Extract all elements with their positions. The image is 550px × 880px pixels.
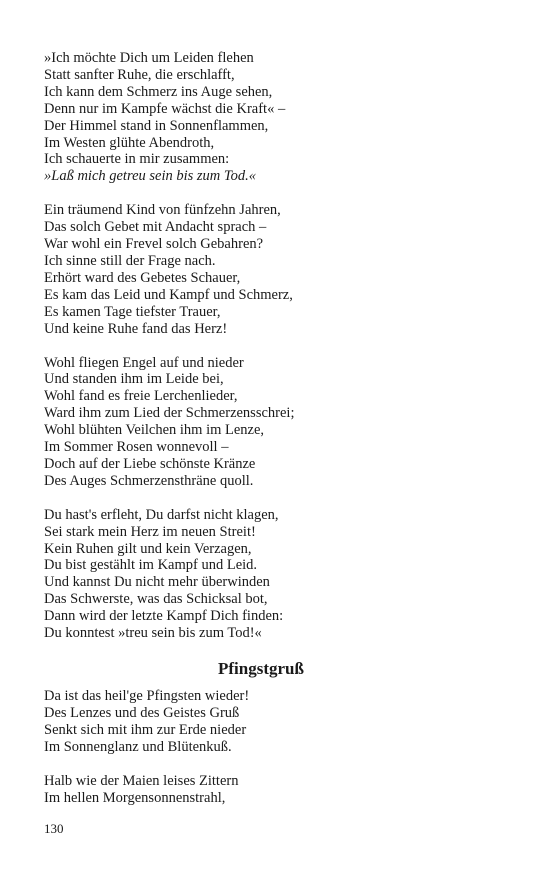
verse-line: Du hast's erfleht, Du darfst nicht klagen, <box>44 506 279 523</box>
verse-line: Du konntest »treu sein bis zum Tod!« <box>44 625 262 642</box>
poem-title: Pfingstgruß <box>218 659 304 678</box>
stanza-4 <box>44 507 514 642</box>
verse-line: Ich sinne still der Frage nach. <box>44 252 216 269</box>
verse-line: Das solch Gebet mit Andacht sprach – <box>44 219 267 236</box>
verse-line: Kein Ruhen gilt und kein Verzagen, <box>44 540 252 557</box>
verse-line: Es kamen Tage tiefster Trauer, <box>44 303 221 320</box>
stanza-6 <box>44 773 514 807</box>
verse-line: Sei stark mein Herz im neuen Streit! <box>44 523 256 540</box>
verse-line: Doch auf der Liebe schönste Kränze <box>44 455 256 472</box>
verse-line-italic: »Laß mich getreu sein bis zum Tod.« <box>44 168 257 185</box>
verse-line: Ward ihm zum Lied der Schmerzensschrei; <box>44 405 295 422</box>
stanza-5 <box>44 688 514 756</box>
stanza-1 <box>44 50 514 185</box>
verse-line: Wohl fand es freie Lerchenlieder, <box>44 388 238 405</box>
verse-line: Wohl blühten Veilchen ihm im Lenze, <box>44 422 265 439</box>
verse-line: Im Sommer Rosen wonnevoll – <box>44 439 229 456</box>
verse-line: Ein träumend Kind von fünfzehn Jahren, <box>44 202 281 219</box>
verse-line: Im hellen Morgensonnenstrahl, <box>44 789 226 806</box>
verse-line: Senkt sich mit ihm zur Erde nieder <box>44 721 247 738</box>
verse-line: Denn nur im Kampfe wächst die Kraft« – <box>44 100 286 117</box>
verse-line: Und standen ihm im Leide bei, <box>44 371 224 388</box>
verse-line: Im Sonnenglanz und Blütenkuß. <box>44 738 232 755</box>
verse-line: Und keine Ruhe fand das Herz! <box>44 320 228 337</box>
verse-line: War wohl ein Frevel solch Gebahren? <box>44 236 264 253</box>
verse-line: Des Auges Schmerzensthräne quoll. <box>44 472 254 489</box>
verse-line: »Ich möchte Dich um Leiden flehen <box>44 50 254 66</box>
verse-line: Halb wie der Maien leises Zittern <box>44 772 239 789</box>
verse-line: Ich schauerte in mir zusammen: <box>44 151 230 168</box>
verse-line: Dann wird der letzte Kampf Dich finden: <box>44 608 284 625</box>
verse-line: Und kannst Du nicht mehr überwinden <box>44 574 270 591</box>
verse-line: Des Lenzes und des Geistes Gruß <box>44 704 240 721</box>
verse-line: Das Schwerste, was das Schicksal bot, <box>44 591 268 608</box>
verse-line: Ich kann dem Schmerz ins Auge sehen, <box>44 83 273 100</box>
verse-line: Da ist das heil'ge Pfingsten wieder! <box>44 688 250 704</box>
stanza-3 <box>44 355 514 490</box>
verse-line: Statt sanfter Ruhe, die erschlafft, <box>44 66 235 83</box>
verse-line: Erhört ward des Gebetes Schauer, <box>44 269 241 286</box>
verse-line: Der Himmel stand in Sonnenflammen, <box>44 117 269 134</box>
stanza-2 <box>44 202 514 337</box>
verse-line: Im Westen glühte Abendroth, <box>44 134 215 151</box>
verse-line: Wohl fliegen Engel auf und nieder <box>44 354 244 371</box>
verse-line: Du bist gestählt im Kampf und Leid. <box>44 557 258 574</box>
page-text <box>44 50 514 823</box>
verse-line: Es kam das Leid und Kampf und Schmerz, <box>44 286 293 303</box>
page-number: 130 <box>44 821 64 836</box>
